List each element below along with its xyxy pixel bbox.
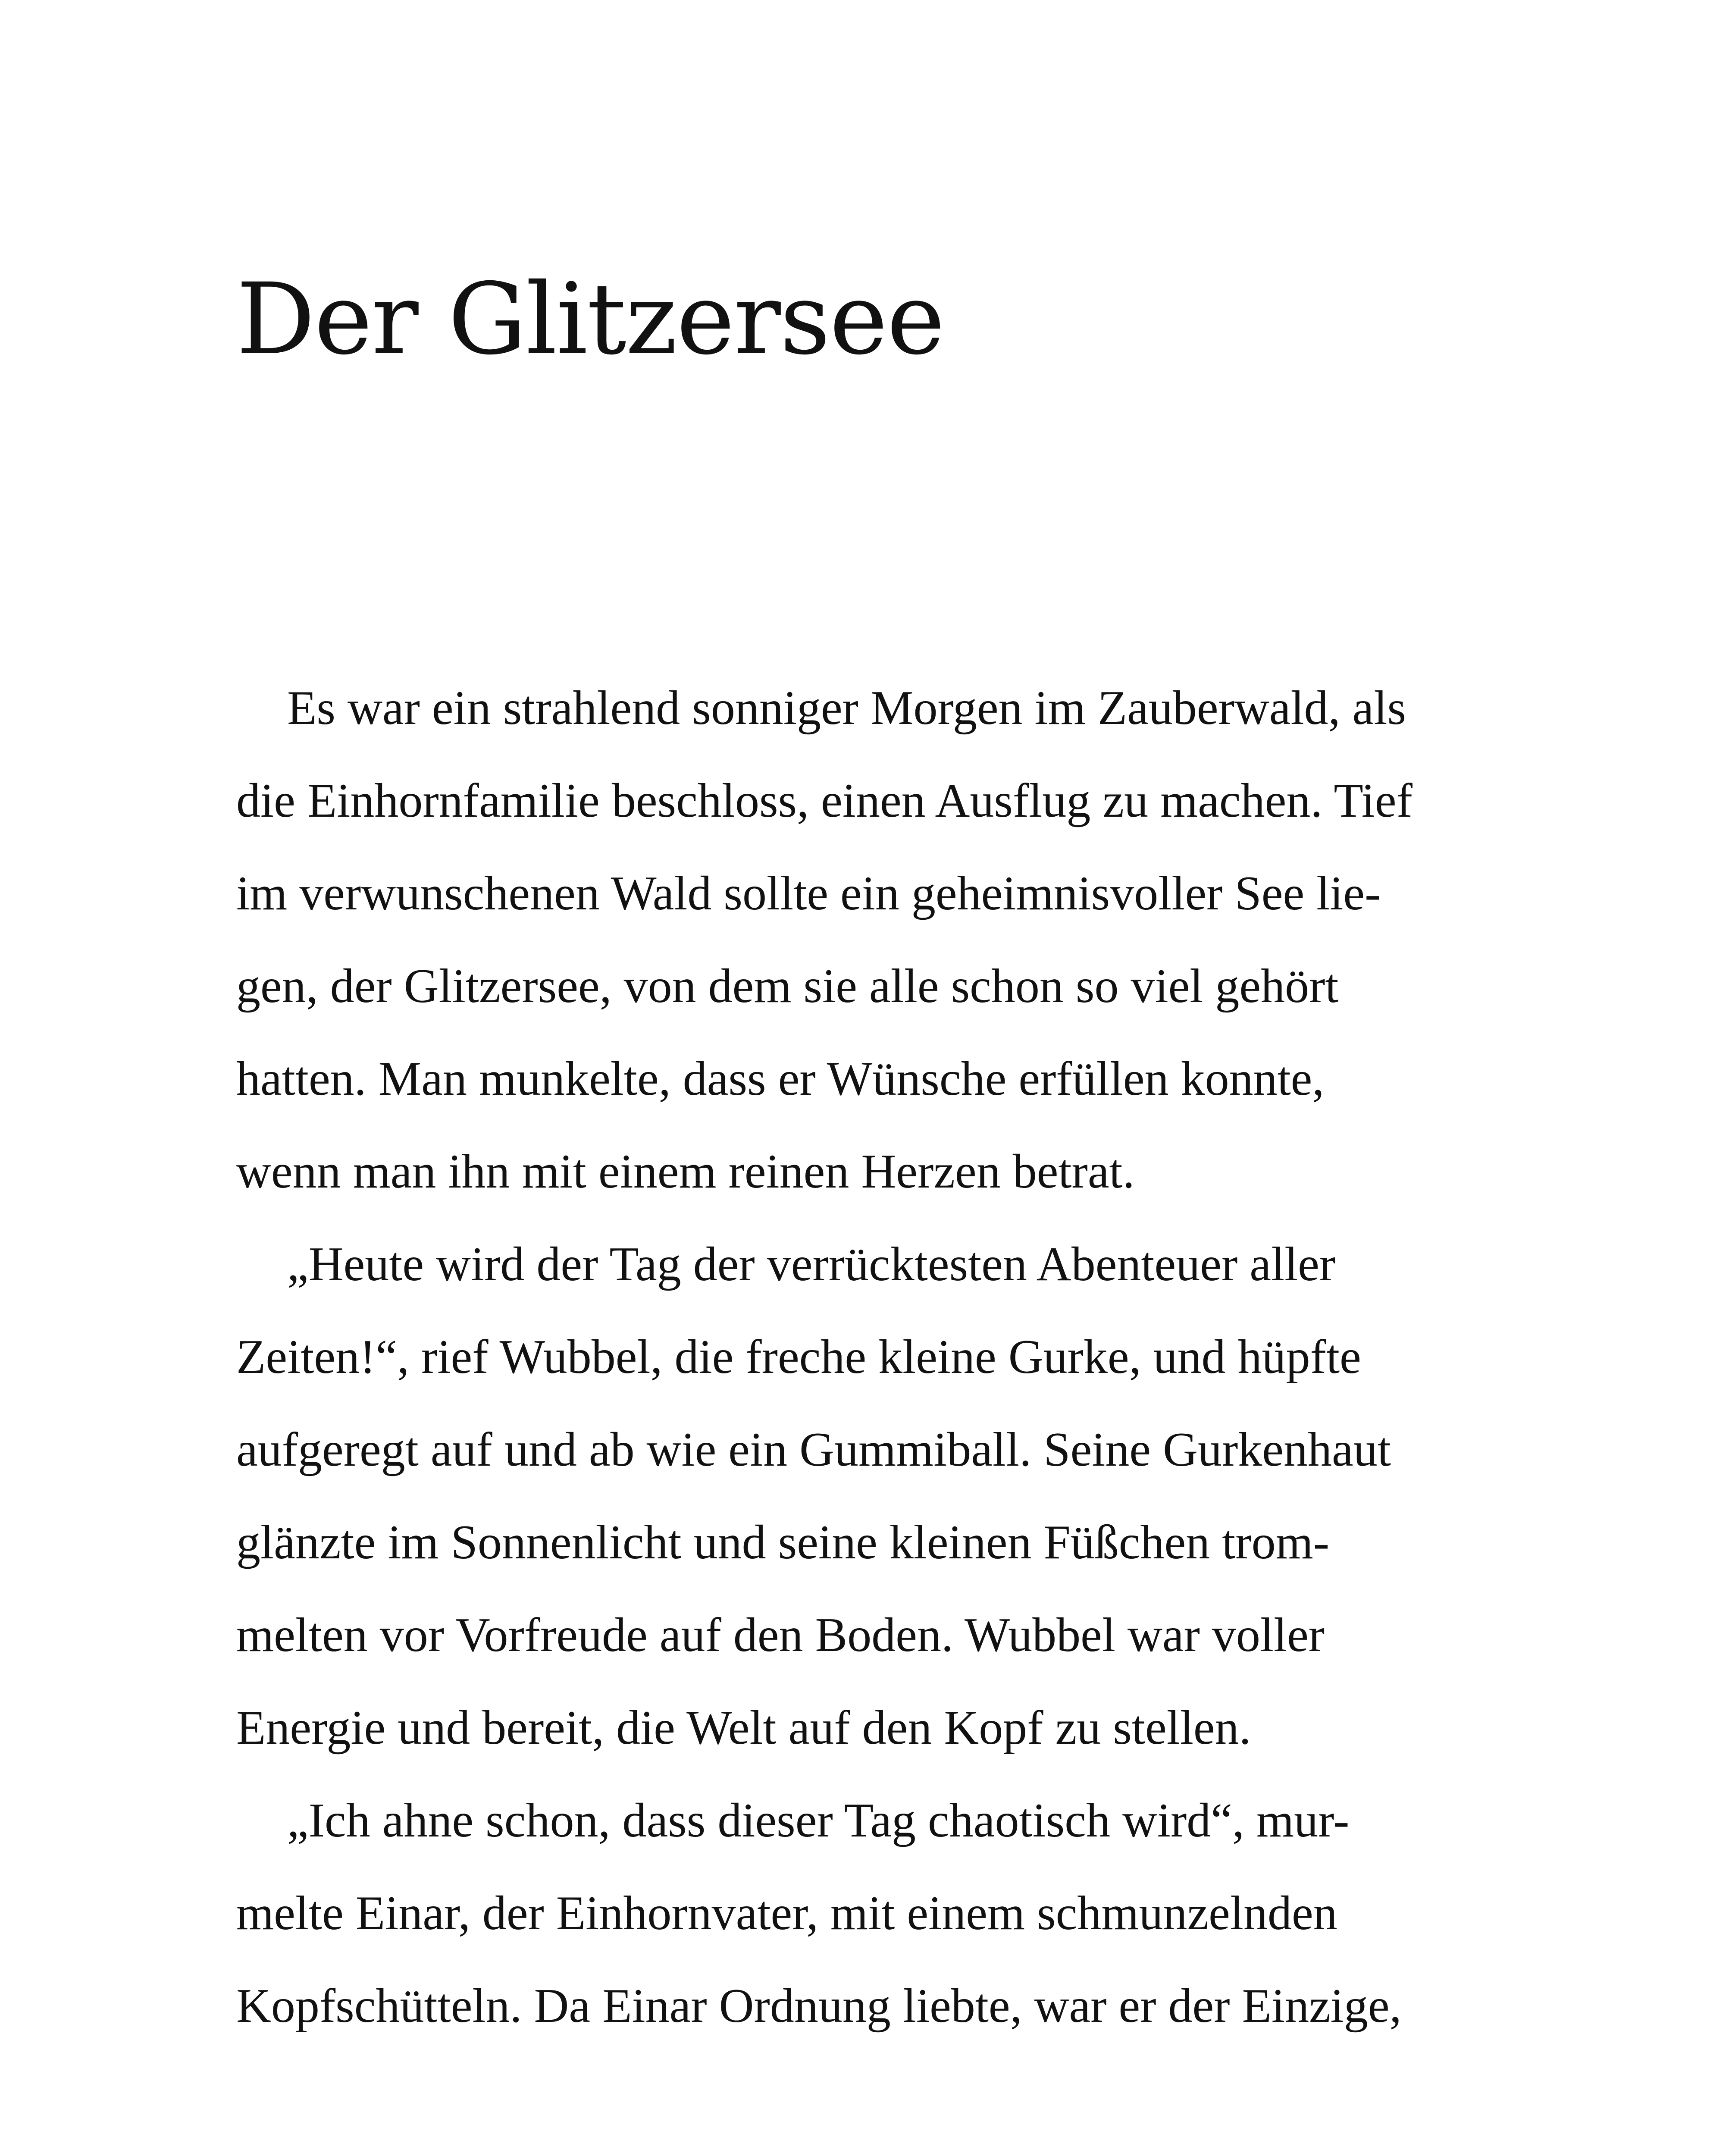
text-line: wenn man ihn mit einem reinen Herzen betrat. — [236, 1145, 1135, 1198]
text-line: im verwunschenen Wald sollte ein geheimnisvoller See lie- — [236, 867, 1381, 920]
text-line: Energie und bereit, die Welt auf den Kopf zu stellen. — [236, 1701, 1251, 1755]
chapter-title: Der Glitzersee — [236, 262, 944, 376]
text-line: die Einhornfamilie beschloss, einen Ausflug zu machen. Tief — [236, 774, 1413, 827]
text-line: „Heute wird der Tag der verrücktesten Abenteuer aller — [287, 1238, 1336, 1291]
text-line: Es war ein strahlend sonniger Morgen im Zauberwald, als — [287, 681, 1406, 735]
text-line: Zeiten!“, rief Wubbel, die freche kleine Gurke, und hüpfte — [236, 1330, 1361, 1384]
text-line: Kopfschütteln. Da Einar Ordnung liebte, war er der Einzige, — [236, 1979, 1402, 2033]
text-line: hatten. Man munkelte, dass er Wünsche erfüllen konnte, — [236, 1052, 1325, 1106]
text-line: „Ich ahne schon, dass dieser Tag chaotisch wird“, mur- — [287, 1794, 1350, 1847]
text-line: aufgeregt auf und ab wie ein Gummiball. Seine Gurkenhaut — [236, 1423, 1391, 1476]
text-line: melte Einar, der Einhornvater, mit einem schmunzelnden — [236, 1887, 1337, 1940]
text-line: melten vor Vorfreude auf den Boden. Wubbel war voller — [236, 1608, 1325, 1662]
text-line: glänzte im Sonnenlicht und seine kleinen Füßchen trom- — [236, 1516, 1329, 1569]
body-text — [236, 662, 1508, 2053]
text-line: gen, der Glitzersee, von dem sie alle schon so viel gehört — [236, 959, 1339, 1013]
